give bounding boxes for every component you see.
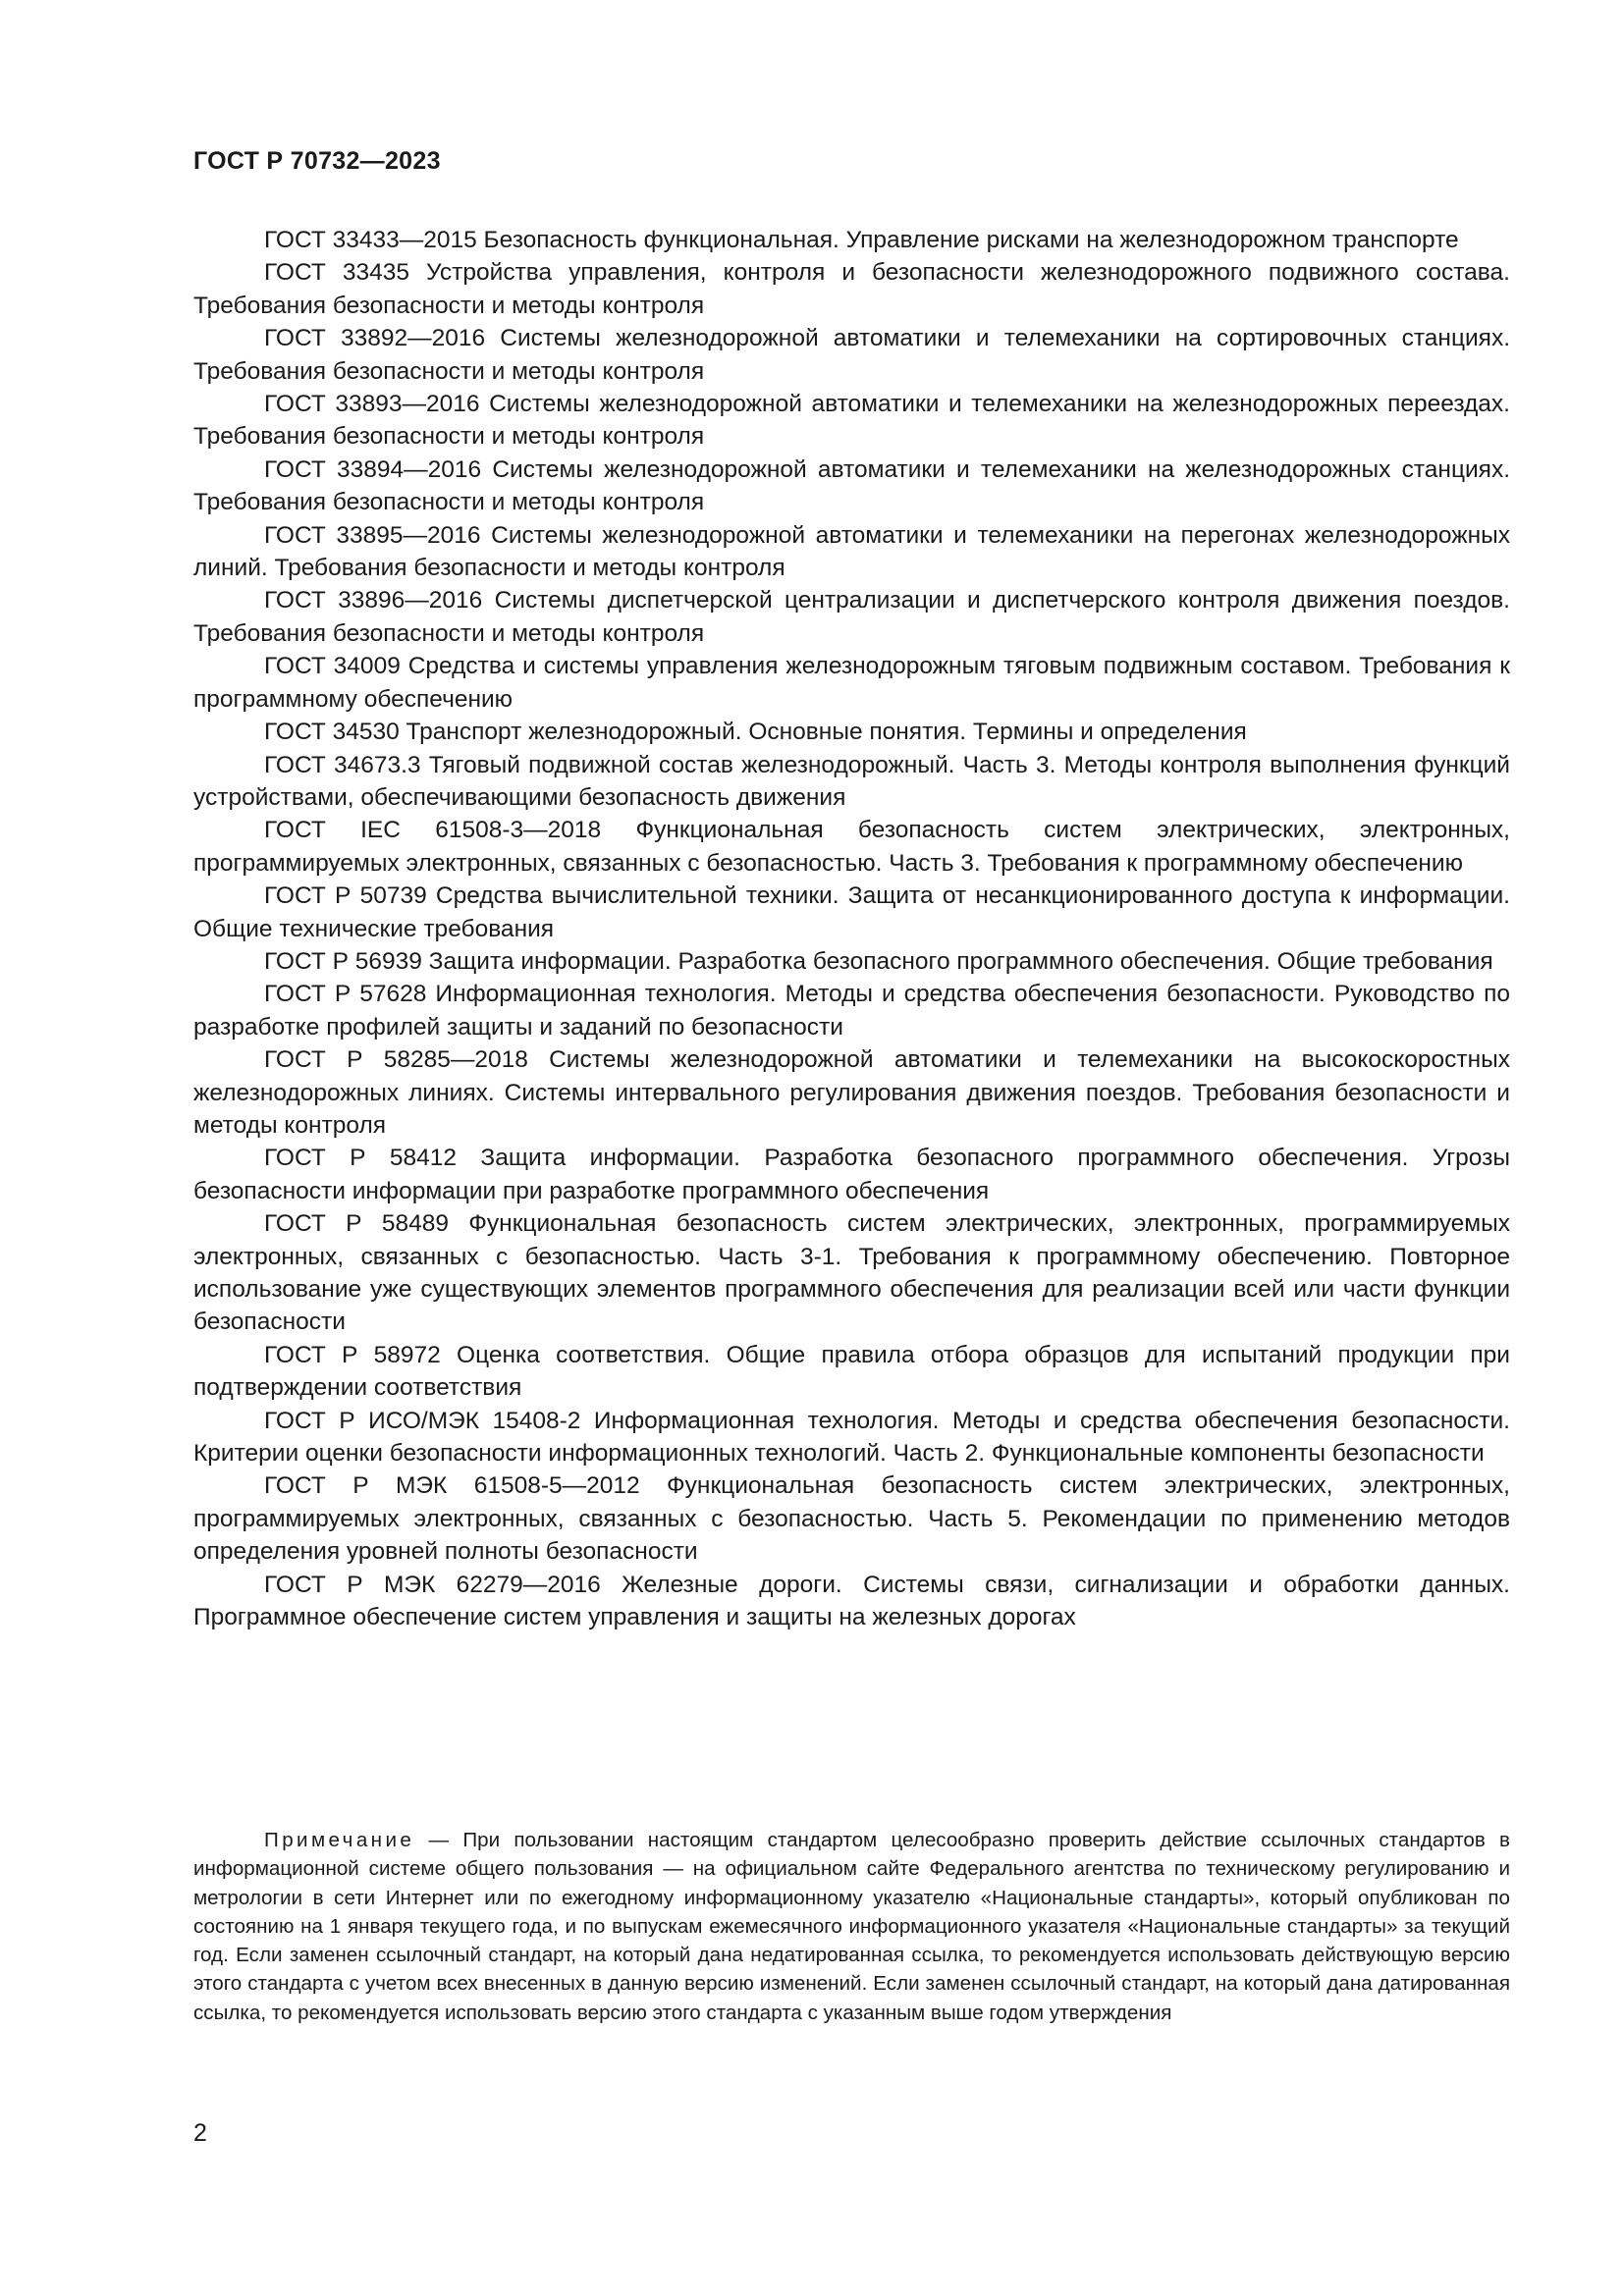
reference-item: ГОСТ Р МЭК 62279—2016 Железные дороги. Системы связи, сигнализации и обработки данных. Программное обеспечение систем управления и защиты на железных дорогах (193, 1571, 1510, 1631)
reference-item: ГОСТ Р 58972 Оценка соответствия. Общие правила отбора образцов для испытаний продукции при подтверждении соответствия (193, 1341, 1510, 1402)
reference-item: ГОСТ Р 58285—2018 Системы железнодорожной автоматики и телемеханики на высокоскоростных железнодорожных линиях. Системы интервального регулирования движения поездов. Требования безопасности и методы контроля (193, 1046, 1510, 1139)
reference-item: ГОСТ IEC 61508-3—2018 Функциональная безопасность систем электрических, электронных, программируемых электронных, связанных с безопасностью. Часть 3. Требования к программному обеспечению (193, 817, 1510, 877)
normative-references-list (193, 224, 1510, 1633)
reference-item: ГОСТ 33895—2016 Системы железнодорожной автоматики и телемеханики на перегонах железнодорожных линий. Требования безопасности и методы контроля (193, 521, 1510, 582)
reference-item: ГОСТ 33896—2016 Системы диспетчерской централизации и диспетчерского контроля движения поездов. Требования безопасности и методы контроля (193, 587, 1510, 647)
reference-item: ГОСТ 33893—2016 Системы железнодорожной автоматики и телемеханики на железнодорожных переездах. Требования безопасности и методы контроля (193, 391, 1510, 451)
reference-item: ГОСТ 33433—2015 Безопасность функциональная. Управление рисками на железнодорожном транспорте (264, 227, 1459, 253)
reference-item: ГОСТ 34673.3 Тяговый подвижной состав железнодорожный. Часть 3. Методы контроля выполнения функций устройствами, обеспечивающими безопасность движения (193, 751, 1510, 811)
reference-item: ГОСТ 33435 Устройства управления, контроля и безопасности железнодорожного подвижного состава. Требования безопасности и методы контроля (193, 259, 1510, 319)
reference-item: ГОСТ 34530 Транспорт железнодорожный. Основные понятия. Термины и определения (264, 719, 1247, 746)
standard-code-header: ГОСТ Р 70732—2023 (193, 147, 441, 175)
note-text: — При пользовании настоящим стандартом целесообразно проверить действие ссылочных стандартов в информационной системе общего пользования — на официальном сайте Федерального агентства по техническому регулированию и метрологии в сети Интернет или по ежегодному информационному указателю «Национальные стандарты», который опубликован по состоянию на 1 января текущего года, и по выпускам ежемесячного информационного указателя «Национальные стандарты» за текущий год. Если заменен ссылочный стандарт, на который дана недатированная ссылка, то рекомендуется использовать действующую версию этого стандарта с учетом всех внесенных в данную версию изменений. Если заменен ссылочный стандарт, на который дана датированная ссылка, то рекомендуется использовать версию этого стандарта с указанным выше годом утверждения (193, 1829, 1510, 2024)
note-paragraph (193, 1826, 1510, 2027)
reference-item: ГОСТ 33894—2016 Системы железнодорожной автоматики и телемеханики на железнодорожных станциях. Требования безопасности и методы контроля (193, 455, 1510, 516)
reference-item: ГОСТ Р 58412 Защита информации. Разработка безопасного программного обеспечения. Угрозы безопасности информации при разработке программного обеспечения (193, 1145, 1510, 1204)
reference-item: ГОСТ Р 58489 Функциональная безопасность систем электрических, электронных, программируемых электронных, связанных с безопасностью. Часть 3-1. Требования к программному обеспечению. Повторное использование уже существующих элементов программного обеспечения для реализации всей или части функции безопасности (193, 1210, 1510, 1336)
reference-item: ГОСТ Р МЭК 61508-5—2012 Функциональная безопасность систем электрических, электронных, программируемых электронных, связанных с безопасностью. Часть 5. Рекомендации по применению методов определения уровней полноты безопасности (193, 1472, 1510, 1566)
reference-item: ГОСТ Р 50739 Средства вычислительной техники. Защита от несанкционированного доступа к информации. Общие технические требования (193, 882, 1510, 942)
reference-item: ГОСТ Р 56939 Защита информации. Разработка безопасного программного обеспечения. Общие требования (264, 947, 1493, 975)
reference-item: ГОСТ Р ИСО/МЭК 15408-2 Информационная технология. Методы и средства обеспечения безопасности. Критерии оценки безопасности информационных технологий. Часть 2. Функциональные компоненты безопасности (193, 1407, 1510, 1468)
reference-item: ГОСТ 34009 Средства и системы управления железнодорожным тяговым подвижным составом. Требования к программному обеспечению (193, 653, 1510, 713)
reference-item: ГОСТ Р 57628 Информационная технология. Методы и средства обеспечения безопасности. Руководство по разработке профилей защиты и заданий по безопасности (193, 981, 1510, 1041)
reference-item: ГОСТ 33892—2016 Системы железнодорожной автоматики и телемеханики на сортировочных станциях. Требования безопасности и методы контроля (193, 325, 1510, 385)
note-label: Примечание (264, 1829, 415, 1851)
page-number: 2 (193, 2119, 207, 2147)
